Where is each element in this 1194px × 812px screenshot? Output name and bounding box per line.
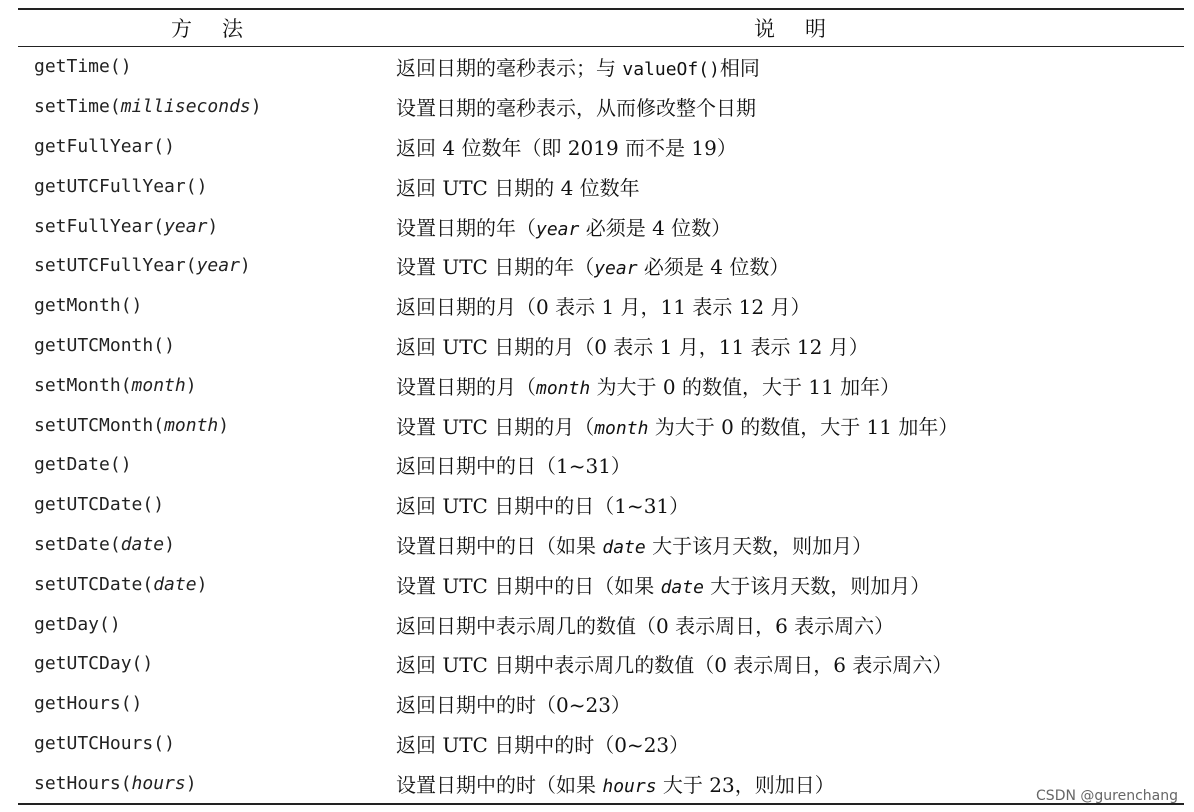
description-text: 返回日期中的时（0~23） [396,693,631,718]
method-name: setHours [34,772,121,794]
table-row [18,87,1184,127]
table-row [18,724,1184,764]
method-signature: setTime(milliseconds) [34,96,262,118]
table-row [18,604,1184,644]
description-text: 返回日期中表示周几的数值（0 表示周日，6 表示周六） [396,613,895,638]
table-row [18,246,1184,286]
method-signature: getFullYear() [34,135,175,157]
description-text: 设置日期的年（ [396,215,536,240]
table-row [18,365,1184,405]
method-signature: getHours() [34,693,143,715]
description-text: 返回 UTC 日期中的日（1~31） [396,494,690,519]
method-description [396,525,1184,565]
method-signature: setHours(hours) [34,772,197,794]
method-name: setMonth [34,374,121,396]
description-text: 返回 4 位数年（即 2019 而不是 19） [396,135,737,160]
method-name: getUTCFullYear [34,175,186,197]
description-text: 大于 23，则加日） [656,772,835,797]
table-header [18,9,1184,47]
description-text: 返回 UTC 日期的月（0 表示 1 月，11 表示 12 月） [396,334,869,359]
description-text: 设置日期的月（ [396,374,536,399]
table-row [18,763,1184,804]
description-code: month [594,417,649,439]
description-text: 设置 UTC 日期中的日（如果 [396,573,661,598]
method-description [396,485,1184,525]
description-text: 设置日期中的日（如果 [396,533,603,558]
method-name: setFullYear [34,215,154,237]
table-row [18,286,1184,326]
date-methods-table [18,8,1184,805]
method-description [396,166,1184,206]
description-text: 返回 UTC 日期中表示周几的数值（0 表示周日，6 表示周六） [396,653,953,678]
method-description [396,246,1184,286]
table-row [18,166,1184,206]
description-text: 为大于 0 的数值，大于 11 加年） [648,414,959,439]
table-row [18,684,1184,724]
method-name: getUTCDate [34,494,143,516]
method-signature: getTime() [34,56,132,78]
description-text: 返回 UTC 日期的 4 位数年 [396,175,640,200]
watermark: CSDN @gurenchang [1036,788,1178,804]
method-description [396,445,1184,485]
method-signature: setUTCMonth(month) [34,414,230,436]
method-name: setTime [34,96,110,118]
method-name: getUTCDay [34,653,132,675]
table-row [18,206,1184,246]
method-name: getMonth [34,295,121,317]
header-method: 方法 [171,17,273,41]
description-text: 必须是 4 位数） [637,255,790,280]
method-description [396,127,1184,167]
description-text: 相同 [719,56,760,81]
description-code: month [536,377,591,399]
description-code: year [536,218,580,240]
description-code: date [602,536,646,558]
method-description [396,206,1184,246]
method-name: setUTCFullYear [34,255,186,277]
method-description [396,604,1184,644]
description-text: 返回日期中的日（1~31） [396,454,631,479]
method-name: setDate [34,533,110,555]
description-text: 设置 UTC 日期的月（ [396,414,595,439]
description-text: 设置日期的毫秒表示，从而修改整个日期 [396,96,756,121]
table-row [18,47,1184,87]
table-row [18,405,1184,445]
description-text: 必须是 4 位数） [579,215,732,240]
method-description [396,365,1184,405]
description-code: hours [602,775,657,797]
method-signature: setDate(date) [34,533,175,555]
table-row [18,644,1184,684]
header-description: 说明 [754,17,856,41]
method-signature: getUTCFullYear() [34,175,208,197]
method-signature: setUTCDate(date) [34,573,208,595]
method-description [396,684,1184,724]
table-row [18,564,1184,604]
method-signature: getDate() [34,454,132,476]
method-name: getUTCMonth [34,334,154,356]
method-description [396,724,1184,764]
method-description [396,286,1184,326]
method-description [396,326,1184,366]
method-name: getDate [34,454,110,476]
method-argument: date [153,573,197,595]
description-text: 为大于 0 的数值，大于 11 加年） [590,374,901,399]
method-name: getTime [34,56,110,78]
description-code: valueOf() [622,59,720,81]
method-description [396,644,1184,684]
description-code: year [594,258,638,280]
method-signature: getUTCDate() [34,494,165,516]
description-text: 返回 UTC 日期中的时（0~23） [396,732,690,757]
table-body [18,47,1184,805]
method-signature: setUTCFullYear(year) [34,255,251,277]
table-row [18,445,1184,485]
method-argument: month [164,414,219,436]
method-argument: milliseconds [120,96,251,118]
table-row [18,127,1184,167]
method-signature: getUTCMonth() [34,334,175,356]
method-description [396,47,1184,87]
description-text: 返回日期的月（0 表示 1 月，11 表示 12 月） [396,295,811,320]
table-row [18,485,1184,525]
method-argument: year [196,255,240,277]
description-text: 设置日期中的时（如果 [396,772,603,797]
method-name: getFullYear [34,135,154,157]
method-signature: getMonth() [34,295,143,317]
method-signature: getUTCDay() [34,653,154,675]
method-description [396,87,1184,127]
method-name: setUTCMonth [34,414,154,436]
description-text: 返回日期的毫秒表示；与 [396,56,623,81]
method-name: getUTCHours [34,732,154,754]
table-row [18,525,1184,565]
table-row [18,326,1184,366]
description-code: date [660,576,704,598]
header-row [18,9,1184,47]
description-text: 大于该月天数，则加月） [703,573,931,598]
method-signature: setMonth(month) [34,374,197,396]
method-signature: setFullYear(year) [34,215,219,237]
method-signature: getUTCHours() [34,732,175,754]
date-methods-table-wrap [18,8,1184,805]
method-name: getDay [34,613,100,635]
method-argument: year [164,215,208,237]
method-argument: hours [131,772,186,794]
method-name: setUTCDate [34,573,143,595]
method-description [396,405,1184,445]
method-name: getHours [34,693,121,715]
method-argument: date [120,533,165,555]
description-text: 大于该月天数，则加月） [645,533,873,558]
method-signature: getDay() [34,613,121,635]
description-text: 设置 UTC 日期的年（ [396,255,595,280]
method-argument: month [131,374,186,396]
method-description [396,564,1184,604]
